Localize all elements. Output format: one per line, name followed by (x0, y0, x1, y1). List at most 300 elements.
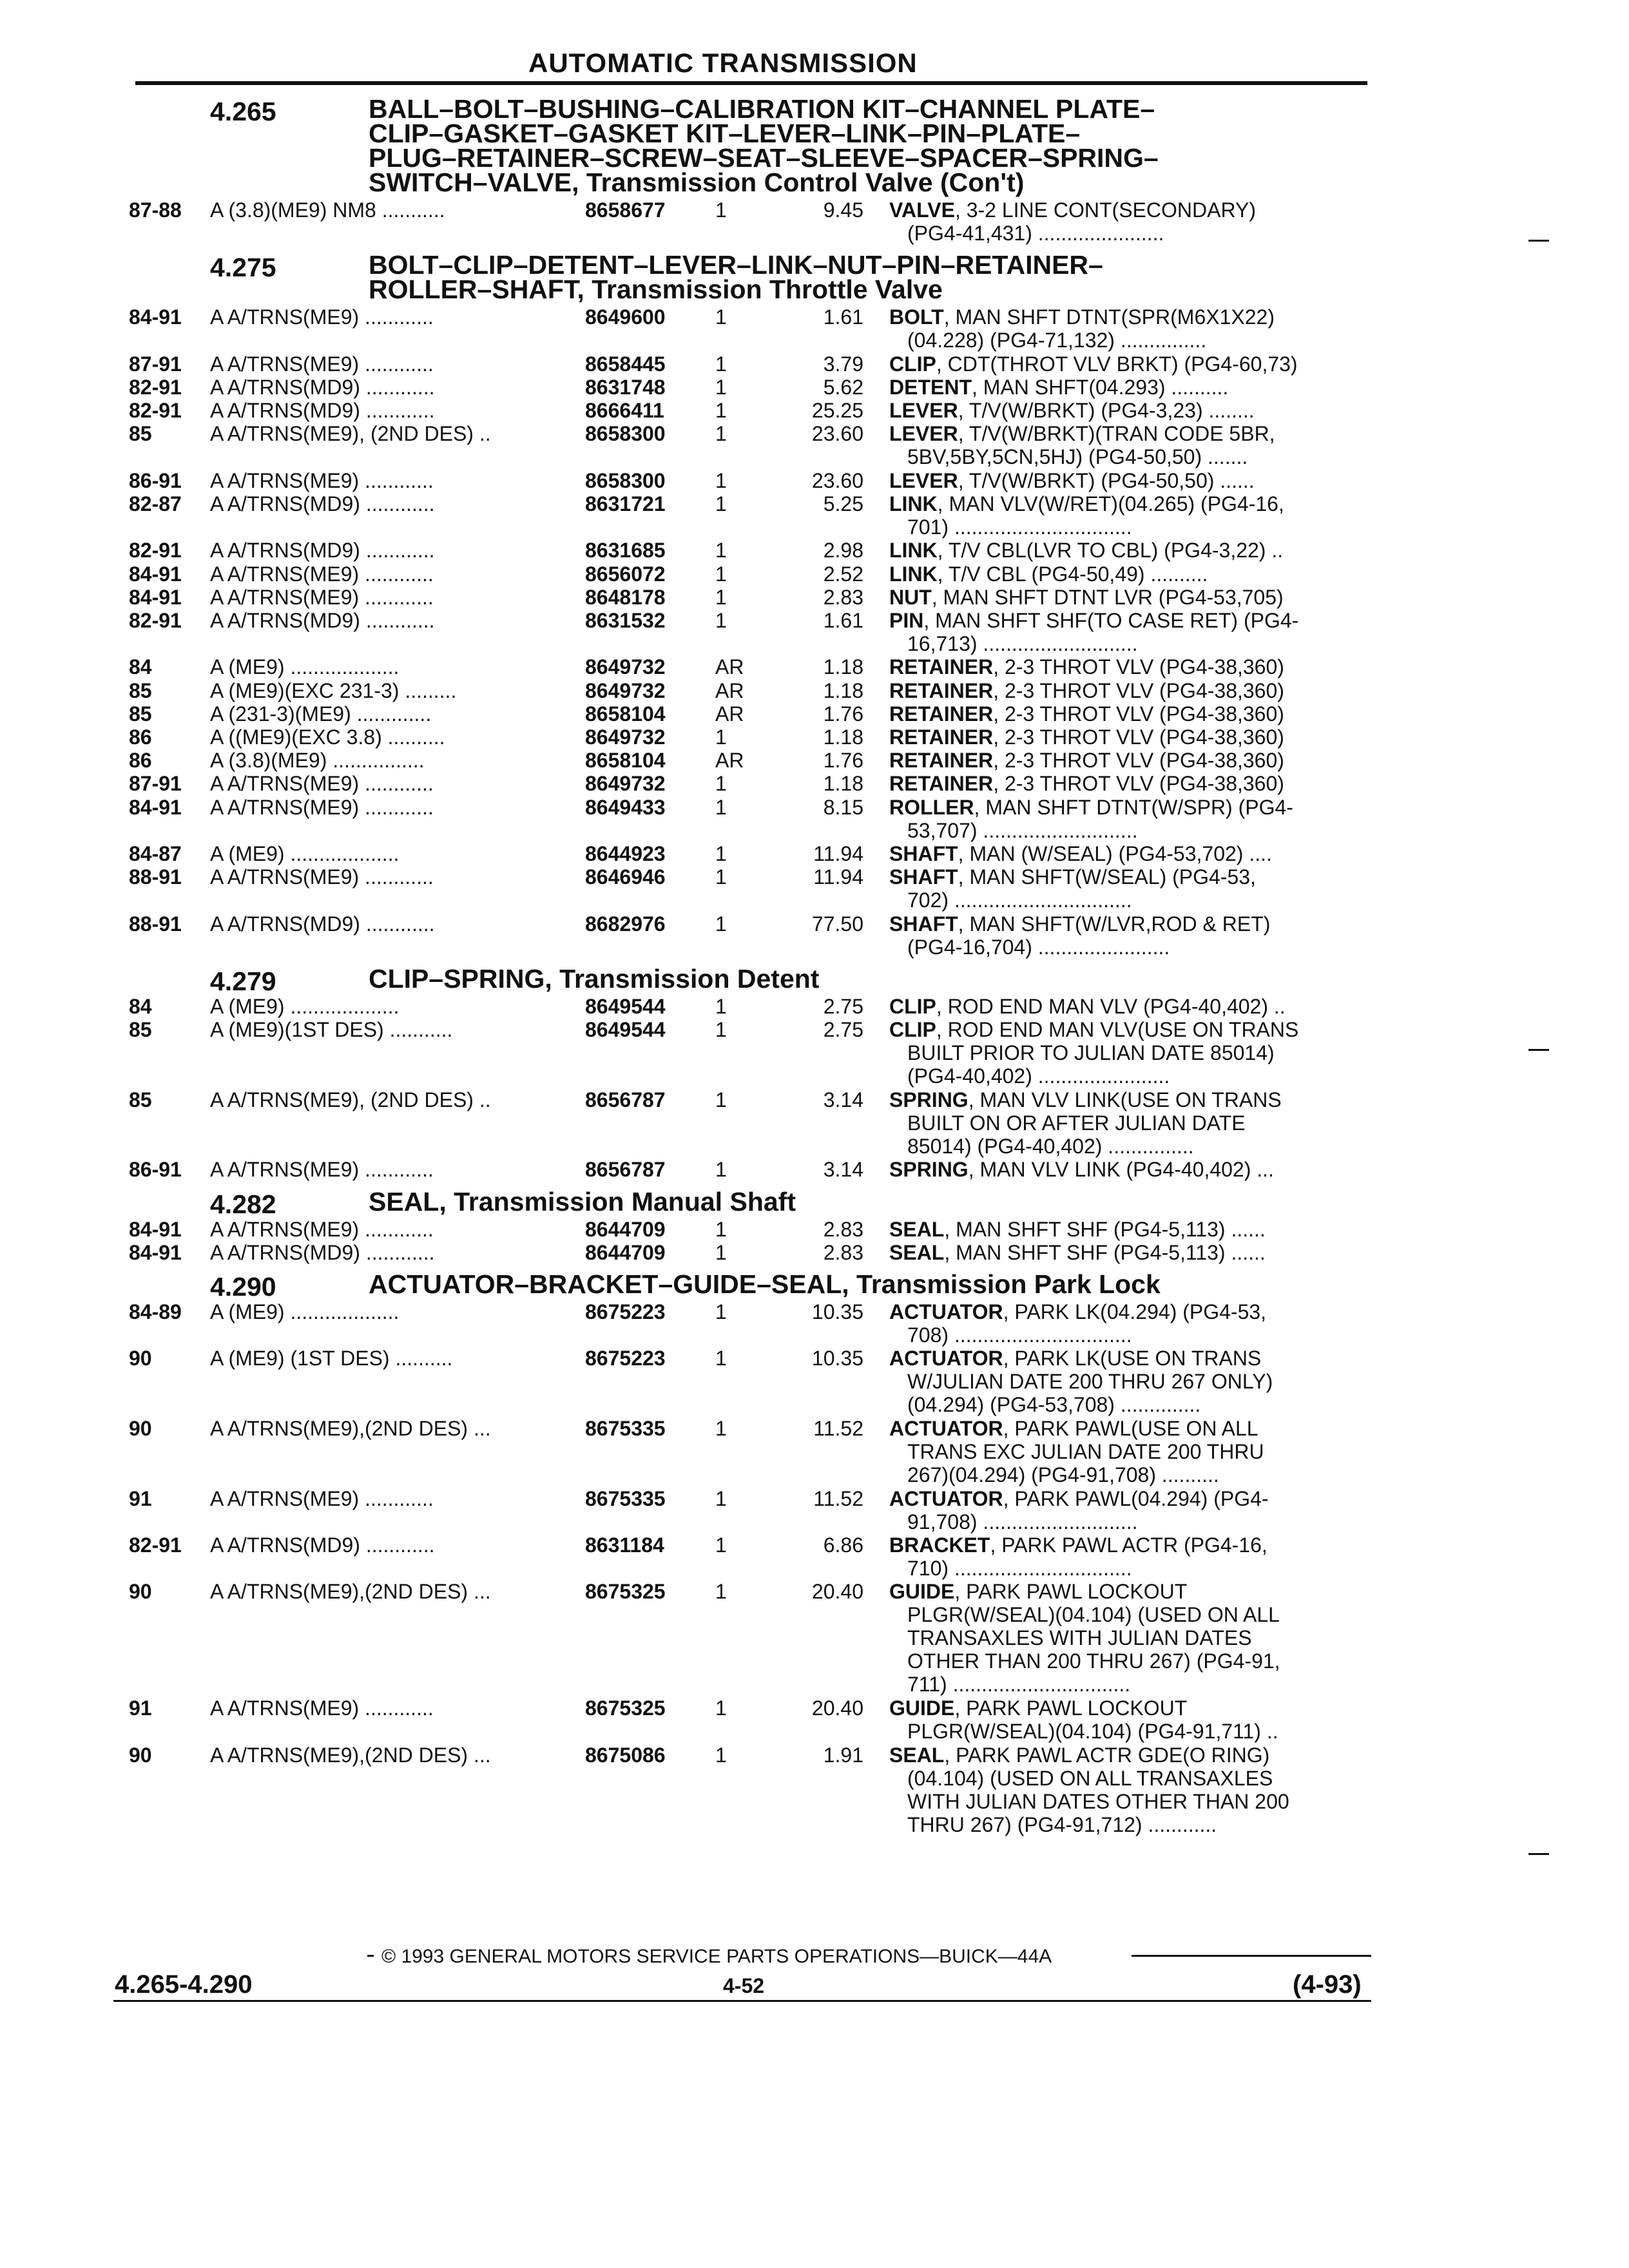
application: A (3.8)(ME9) NM8 ........... (210, 198, 445, 222)
part-description (889, 586, 1366, 609)
part-description (889, 1417, 1366, 1486)
part-number: 8649600 (585, 305, 666, 329)
price: 1.18 (823, 678, 863, 702)
quantity: 1 (715, 1743, 727, 1767)
quantity: 1 (715, 422, 727, 446)
part-number: 8675325 (585, 1580, 666, 1604)
model-years: 86 (129, 749, 152, 773)
price: 11.94 (813, 865, 863, 889)
description-line: LEVER, T/V(W/BRKT) (PG4-50,50) ...... (889, 468, 1255, 492)
part-entry (0, 198, 1629, 245)
part-number: 8631184 (585, 1533, 664, 1557)
description-line: TRANSAXLES WITH JULIAN DATES (907, 1626, 1252, 1650)
part-entry (0, 352, 1629, 376)
description-line: ROLLER, MAN SHFT DTNT(W/SPR) (PG4- (889, 795, 1293, 819)
part-number: 8675223 (585, 1347, 666, 1370)
price: 20.40 (811, 1696, 863, 1720)
price: 11.52 (813, 1417, 863, 1440)
price: 1.61 (823, 305, 863, 329)
application: A A/TRNS(ME9),(2ND DES) ... (210, 1417, 491, 1440)
part-number: 8631721 (585, 492, 666, 515)
description-line: CLIP, ROD END MAN VLV(USE ON TRANS (889, 1018, 1299, 1042)
description-line: (PG4-41,431) ...................... (907, 222, 1164, 245)
model-years: 84-91 (129, 795, 182, 819)
application: A A/TRNS(ME9), (2ND DES) .. (210, 422, 491, 446)
price: 3.79 (823, 352, 863, 376)
part-number: 8646946 (585, 865, 666, 889)
part-number: 8656787 (585, 1158, 666, 1182)
model-years: 88-91 (129, 912, 182, 936)
application: A A/TRNS(MD9) ............ (210, 1533, 435, 1557)
section-number: 4.282 (210, 1189, 276, 1219)
part-description (889, 1218, 1366, 1241)
part-number: 8649732 (585, 678, 666, 702)
model-years: 90 (129, 1347, 152, 1370)
application: A A/TRNS(MD9) ............ (210, 492, 435, 515)
model-years: 84 (129, 995, 152, 1018)
price: 1.76 (823, 702, 863, 726)
part-description (889, 1018, 1366, 1088)
description-line: 5BV,5BY,5CN,5HJ) (PG4-50,50) ....... (907, 445, 1248, 469)
part-number: 8658104 (585, 749, 666, 773)
description-line: 708) ............................... (907, 1323, 1132, 1347)
quantity: 1 (715, 468, 727, 492)
description-line: VALVE, 3-2 LINE CONT(SECONDARY) (889, 198, 1256, 222)
part-number: 8675325 (585, 1696, 666, 1720)
part-description (889, 1158, 1366, 1181)
application: A (ME9)(1ST DES) ........... (210, 1018, 453, 1042)
part-number: 8649732 (585, 655, 666, 679)
description-line: WITH JULIAN DATES OTHER THAN 200 (907, 1789, 1289, 1813)
quantity: 1 (715, 726, 727, 749)
part-entry (0, 1533, 1629, 1580)
part-description (889, 912, 1366, 959)
price: 2.83 (823, 1240, 863, 1264)
section-title-line: ROLLER–SHAFT, Transmission Throttle Valve (369, 274, 943, 305)
quantity: 1 (715, 1088, 727, 1111)
model-years: 86-91 (129, 468, 182, 492)
section-number: 4.275 (210, 253, 276, 283)
price: 2.83 (823, 585, 863, 609)
quantity: 1 (715, 1217, 727, 1241)
description-line: RETAINER, 2-3 THROT VLV (PG4-38,360) (889, 702, 1284, 726)
quantity: 1 (715, 1533, 727, 1557)
application: A (ME9)(EXC 231-3) ......... (210, 678, 457, 702)
part-number: 8675086 (585, 1743, 666, 1767)
part-entry (0, 492, 1629, 539)
part-entry (0, 772, 1629, 795)
model-years: 90 (129, 1743, 152, 1767)
price: 10.35 (811, 1347, 863, 1370)
part-number: 8658677 (585, 198, 666, 222)
part-description (889, 865, 1366, 912)
quantity: 1 (715, 1417, 727, 1440)
part-entry (0, 1417, 1629, 1487)
part-number: 8666411 (585, 399, 664, 423)
description-line: GUIDE, PARK PAWL LOCKOUT (889, 1696, 1188, 1720)
application: A A/TRNS(ME9),(2ND DES) ... (210, 1743, 491, 1767)
part-description (889, 679, 1366, 702)
description-line: 91,708) ........................... (907, 1510, 1138, 1533)
margin-mark (1528, 1853, 1549, 1855)
quantity: AR (715, 655, 744, 679)
footer-rule-right (1132, 1955, 1371, 1957)
description-line: LINK, T/V CBL(LVR TO CBL) (PG4-3,22) .. (889, 539, 1284, 562)
price: 8.15 (823, 795, 863, 819)
description-line: BUILT ON OR AFTER JULIAN DATE (907, 1111, 1246, 1135)
price: 1.18 (823, 726, 863, 749)
application: A A/TRNS(ME9) ............ (210, 1217, 434, 1241)
quantity: 1 (715, 1240, 727, 1264)
quantity: 1 (715, 912, 727, 936)
price: 77.50 (811, 912, 863, 936)
application: A A/TRNS(MD9) ............ (210, 539, 435, 562)
quantity: AR (715, 702, 744, 726)
section-title-line: BOLT–CLIP–DETENT–LEVER–LINK–NUT–PIN–RETAINER– (369, 250, 1103, 280)
part-number: 8644923 (585, 842, 666, 865)
quantity: 1 (715, 795, 727, 819)
part-number: 8656072 (585, 562, 666, 586)
part-number: 8658300 (585, 422, 666, 446)
application: A A/TRNS(ME9) ............ (210, 305, 434, 329)
part-entry (0, 1241, 1629, 1264)
application: A (ME9) ................... (210, 842, 400, 865)
quantity: 1 (715, 562, 727, 586)
description-line: BRACKET, PARK PAWL ACTR (PG4-16, (889, 1533, 1268, 1557)
description-line: ACTUATOR, PARK PAWL(04.294) (PG4- (889, 1486, 1269, 1510)
application: A A/TRNS(ME9) ............ (210, 1158, 434, 1182)
section-title (369, 250, 1374, 305)
part-entry (0, 749, 1629, 772)
part-number: 8649544 (585, 995, 666, 1018)
description-line: RETAINER, 2-3 THROT VLV (PG4-38,360) (889, 655, 1284, 679)
description-line: (04.104) (USED ON ALL TRANSAXLES (907, 1766, 1273, 1790)
part-entry (0, 1300, 1629, 1347)
price: 1.76 (823, 749, 863, 773)
quantity: 1 (715, 198, 727, 222)
quantity: 1 (715, 1696, 727, 1720)
part-description (889, 1300, 1366, 1347)
section-title-line: CLIP–GASKET–GASKET KIT–LEVER–LINK–PIN–PLATE– (369, 119, 1081, 148)
section-title (369, 1269, 1374, 1299)
model-years: 84-91 (129, 305, 182, 329)
description-line: (04.294) (PG4-53,708) .............. (907, 1393, 1201, 1417)
page-title: AUTOMATIC TRANSMISSION (528, 48, 918, 78)
part-number: 8675223 (585, 1300, 666, 1323)
part-number: 8649732 (585, 772, 666, 796)
description-line: LEVER, T/V(W/BRKT)(TRAN CODE 5BR, (889, 422, 1275, 446)
part-description (889, 1088, 1366, 1158)
model-years: 90 (129, 1417, 152, 1440)
part-number: 8644709 (585, 1240, 666, 1264)
part-number: 8658300 (585, 468, 666, 492)
price: 3.14 (823, 1158, 863, 1182)
section-title (369, 94, 1374, 197)
price: 2.75 (823, 1018, 863, 1042)
part-number: 8649433 (585, 795, 666, 819)
part-description (889, 749, 1366, 772)
part-entry (0, 469, 1629, 492)
application: A A/TRNS(ME9) ............ (210, 562, 434, 586)
part-entry (0, 399, 1629, 422)
description-line: 710) ............................... (907, 1557, 1132, 1580)
description-line: NUT, MAN SHFT DTNT LVR (PG4-53,705) (889, 585, 1284, 609)
price: 10.35 (811, 1300, 863, 1323)
model-years: 87-91 (129, 352, 182, 376)
part-entry (0, 796, 1629, 842)
model-years: 84-91 (129, 1217, 182, 1241)
model-years: 82-87 (129, 492, 182, 515)
description-line: SPRING, MAN VLV LINK(USE ON TRANS (889, 1088, 1282, 1111)
description-line: SPRING, MAN VLV LINK (PG4-40,402) ... (889, 1158, 1274, 1182)
application: A A/TRNS(ME9) ............ (210, 772, 434, 796)
section-number: 4.279 (210, 966, 276, 996)
application: A (231-3)(ME9) ............. (210, 702, 432, 726)
price: 3.14 (823, 1088, 863, 1111)
part-description (889, 655, 1366, 678)
part-number: 8631748 (585, 376, 666, 399)
description-line: RETAINER, 2-3 THROT VLV (PG4-38,360) (889, 726, 1284, 749)
price: 2.98 (823, 539, 863, 562)
description-line: SEAL, MAN SHFT SHF (PG4-5,113) ...... (889, 1240, 1266, 1264)
application: A A/TRNS(MD9) ............ (210, 609, 435, 632)
footer-underline (113, 2000, 1371, 2002)
part-entry (0, 1744, 1629, 1837)
part-entry (0, 422, 1629, 468)
price: 5.62 (823, 376, 863, 399)
price: 9.45 (823, 198, 863, 222)
part-entry (0, 1218, 1629, 1241)
footer-revision: (4-93) (1293, 1970, 1362, 1999)
part-entry (0, 912, 1629, 959)
footer-copyright: © 1993 GENERAL MOTORS SERVICE PARTS OPERATIONS—BUICK—44A (381, 1946, 1052, 1967)
description-line: 16,713) ........................... (907, 632, 1138, 655)
price: 1.18 (823, 655, 863, 679)
price: 1.61 (823, 609, 863, 632)
description-line: 85014) (PG4-40,402) ............... (907, 1134, 1194, 1158)
price: 23.60 (811, 468, 863, 492)
description-line: ACTUATOR, PARK LK(04.294) (PG4-53, (889, 1300, 1267, 1323)
description-line: SHAFT, MAN SHFT(W/SEAL) (PG4-53, (889, 865, 1256, 889)
part-number: 8658104 (585, 702, 666, 726)
model-years: 86 (129, 726, 152, 749)
quantity: 1 (715, 1300, 727, 1323)
description-line: TRANS EXC JULIAN DATE 200 THRU (907, 1440, 1264, 1463)
description-line: 702) ............................... (907, 889, 1132, 912)
quantity: 1 (715, 399, 727, 423)
quantity: 1 (715, 609, 727, 632)
model-years: 82-91 (129, 376, 182, 399)
quantity: 1 (715, 492, 727, 515)
part-description (889, 1744, 1366, 1836)
price: 2.83 (823, 1217, 863, 1241)
part-description (889, 772, 1366, 795)
model-years: 85 (129, 1088, 152, 1111)
description-line: RETAINER, 2-3 THROT VLV (PG4-38,360) (889, 772, 1284, 796)
description-line: 267)(04.294) (PG4-91,708) .......... (907, 1463, 1219, 1486)
part-description (889, 305, 1366, 352)
part-description (889, 609, 1366, 655)
description-line: LEVER, T/V(W/BRKT) (PG4-3,23) ........ (889, 399, 1255, 423)
quantity: 1 (715, 995, 727, 1018)
part-entry (0, 679, 1629, 702)
quantity: 1 (715, 376, 727, 399)
part-entry (0, 995, 1629, 1018)
description-line: (04.228) (PG4-71,132) ............... (907, 329, 1207, 352)
model-years: 87-91 (129, 772, 182, 796)
section-title-line: ACTUATOR–BRACKET–GUIDE–SEAL, Transmission Park Lock (369, 1269, 1161, 1299)
application: A A/TRNS(ME9) ............ (210, 585, 434, 609)
part-description (889, 1533, 1366, 1580)
description-line: BUILT PRIOR TO JULIAN DATE 85014) (907, 1041, 1275, 1065)
section-title (369, 1186, 1374, 1216)
part-description (889, 995, 1366, 1018)
quantity: 1 (715, 1018, 727, 1042)
part-entry (0, 1088, 1629, 1158)
section-title (369, 964, 1374, 994)
part-entry (0, 1158, 1629, 1181)
application: A A/TRNS(MD9) ............ (210, 376, 435, 399)
description-line: 701) ............................... (907, 515, 1132, 539)
part-number: 8644709 (585, 1217, 666, 1241)
application: A (3.8)(ME9) ................ (210, 749, 425, 773)
description-line: LINK, MAN VLV(W/RET)(04.265) (PG4-16, (889, 492, 1284, 515)
model-years: 84-91 (129, 1240, 182, 1264)
application: A A/TRNS(MD9) ............ (210, 912, 435, 936)
quantity: 1 (715, 772, 727, 796)
part-entry (0, 702, 1629, 726)
description-line: ACTUATOR, PARK LK(USE ON TRANS (889, 1347, 1262, 1370)
description-line: 53,707) ........................... (907, 818, 1138, 842)
price: 5.25 (823, 492, 863, 515)
footer-section-range: 4.265-4.290 (115, 1970, 253, 1999)
quantity: 1 (715, 1347, 727, 1370)
part-description (889, 376, 1366, 399)
description-line: RETAINER, 2-3 THROT VLV (PG4-38,360) (889, 678, 1284, 702)
part-entry (0, 376, 1629, 399)
part-description (889, 1487, 1366, 1533)
part-description (889, 702, 1366, 726)
price: 25.25 (811, 399, 863, 423)
description-line: PLGR(W/SEAL)(04.104) (USED ON ALL (907, 1603, 1280, 1627)
model-years: 87-88 (129, 198, 182, 222)
model-years: 91 (129, 1696, 152, 1720)
description-line: BOLT, MAN SHFT DTNT(SPR(M6X1X22) (889, 305, 1275, 329)
model-years: 91 (129, 1486, 152, 1510)
application: A (ME9) (1ST DES) .......... (210, 1347, 453, 1370)
model-years: 85 (129, 702, 152, 726)
quantity: 1 (715, 539, 727, 562)
application: A A/TRNS(ME9) ............ (210, 865, 434, 889)
part-number: 8631685 (585, 539, 666, 562)
application: A (ME9) ................... (210, 1300, 400, 1323)
price: 11.52 (813, 1486, 863, 1510)
part-number: 8682976 (585, 912, 666, 936)
model-years: 82-91 (129, 399, 182, 423)
application: A A/TRNS(ME9),(2ND DES) ... (210, 1580, 491, 1604)
model-years: 84-91 (129, 585, 182, 609)
margin-mark (1528, 1049, 1549, 1051)
section-title-line: SEAL, Transmission Manual Shaft (369, 1186, 796, 1216)
application: A A/TRNS(MD9) ............ (210, 399, 435, 423)
price: 2.52 (823, 562, 863, 586)
part-entry (0, 1487, 1629, 1533)
part-description (889, 492, 1366, 539)
model-years: 84 (129, 655, 152, 679)
quantity: AR (715, 678, 744, 702)
part-number: 8656787 (585, 1088, 666, 1111)
part-entry (0, 539, 1629, 562)
part-description (889, 1241, 1366, 1264)
part-number: 8675335 (585, 1417, 666, 1440)
part-description (889, 562, 1366, 586)
header-rule (135, 81, 1367, 85)
part-description (889, 539, 1366, 562)
part-description (889, 1580, 1366, 1696)
part-entry (0, 1347, 1629, 1417)
application: A A/TRNS(MD9) ............ (210, 1240, 435, 1264)
application: A A/TRNS(ME9) ............ (210, 795, 434, 819)
footer-page-number: 4-52 (723, 1974, 765, 1997)
quantity: 1 (715, 865, 727, 889)
margin-mark (1528, 240, 1549, 242)
part-description (889, 1696, 1366, 1743)
application: A A/TRNS(ME9), (2ND DES) .. (210, 1088, 491, 1111)
section-number: 4.290 (210, 1272, 276, 1302)
part-description (889, 469, 1366, 492)
part-description (889, 842, 1366, 865)
section-title-line: PLUG–RETAINER–SCREW–SEAT–SLEEVE–SPACER–SPRING– (369, 143, 1159, 173)
part-description (889, 198, 1366, 245)
description-line: W/JULIAN DATE 200 THRU 267 ONLY) (907, 1370, 1273, 1394)
price: 1.18 (823, 772, 863, 796)
model-years: 86-91 (129, 1158, 182, 1182)
description-line: PLGR(W/SEAL)(04.104) (PG4-91,711) .. (907, 1720, 1278, 1744)
part-description (889, 1347, 1366, 1416)
description-line: (PG4-40,402) ....................... (907, 1064, 1170, 1088)
description-line: 711) ............................... (907, 1673, 1131, 1696)
part-entry (0, 305, 1629, 352)
part-entry (0, 1018, 1629, 1088)
application: A A/TRNS(ME9) ............ (210, 1696, 434, 1720)
application: A (ME9) ................... (210, 655, 400, 679)
description-line: SEAL, PARK PAWL ACTR GDE(O RING) (889, 1743, 1270, 1767)
quantity: 1 (715, 305, 727, 329)
application: A (ME9) ................... (210, 995, 400, 1018)
section-title-line: CLIP–SPRING, Transmission Detent (369, 964, 820, 994)
part-entry (0, 1580, 1629, 1696)
price: 23.60 (811, 422, 863, 446)
description-line: OTHER THAN 200 THRU 267) (PG4-91, (907, 1649, 1280, 1673)
part-description (889, 796, 1366, 842)
description-line: CLIP, ROD END MAN VLV (PG4-40,402) .. (889, 995, 1286, 1018)
part-description (889, 352, 1366, 376)
part-entry (0, 842, 1629, 865)
model-years: 82-91 (129, 609, 182, 632)
quantity: 1 (715, 585, 727, 609)
part-entry (0, 609, 1629, 655)
model-years: 84-87 (129, 842, 182, 865)
part-description (889, 422, 1366, 468)
quantity: 1 (715, 1486, 727, 1510)
description-line: THRU 267) (PG4-91,712) ............ (907, 1812, 1217, 1836)
section-title-line: BALL–BOLT–BUSHING–CALIBRATION KIT–CHANNEL PLATE– (369, 94, 1155, 124)
quantity: 1 (715, 842, 727, 865)
part-entry (0, 1696, 1629, 1743)
price: 1.91 (823, 1743, 863, 1767)
part-description (889, 399, 1366, 422)
part-number: 8649732 (585, 726, 666, 749)
